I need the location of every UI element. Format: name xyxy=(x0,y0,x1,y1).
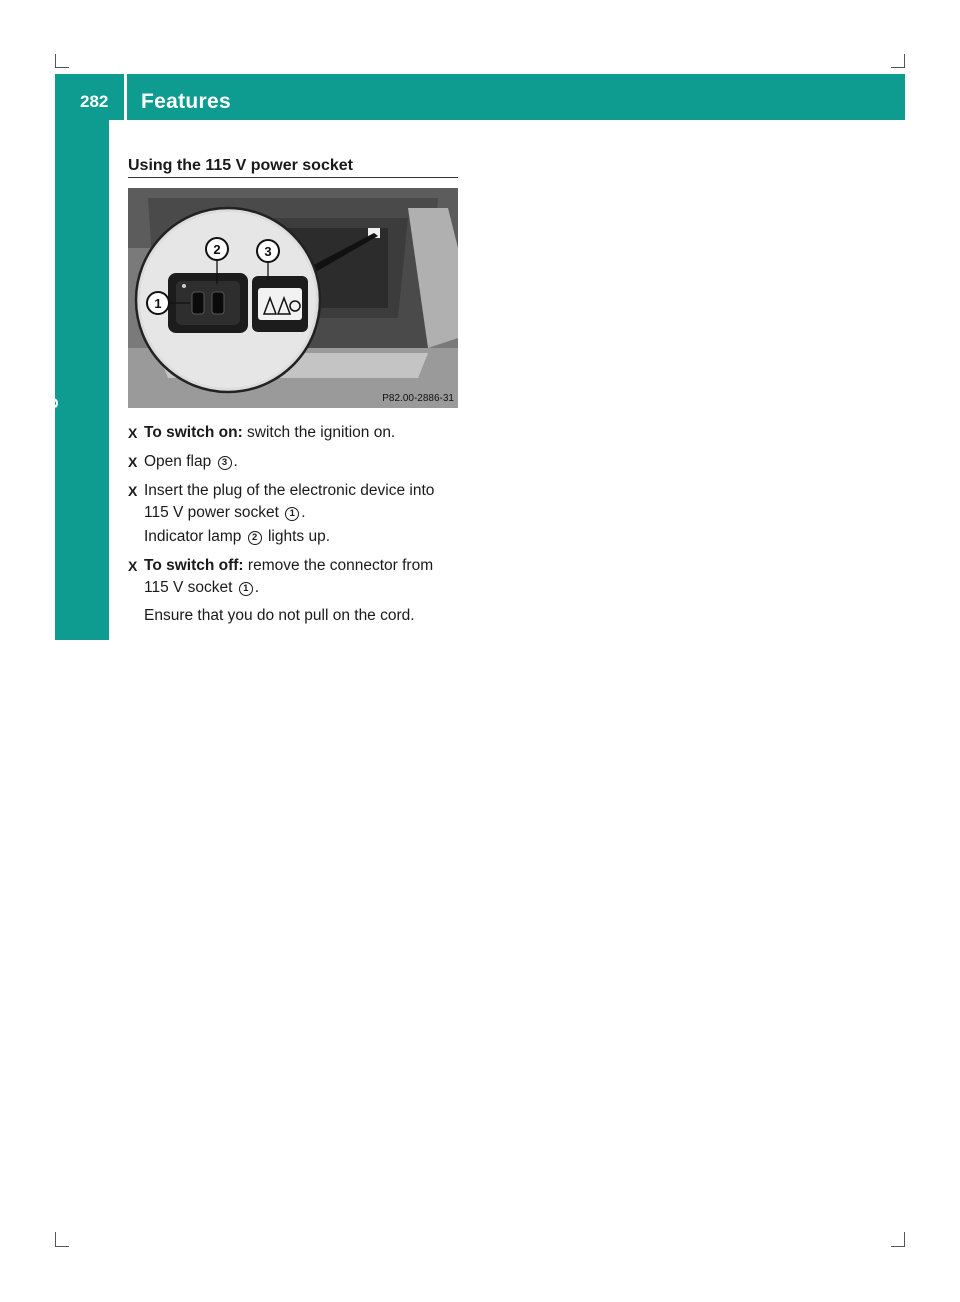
step-insert-plug xyxy=(128,480,462,524)
svg-text:1: 1 xyxy=(154,296,162,311)
callout-ref-1: 1 xyxy=(285,507,299,521)
step-text: Insert the plug of the electronic device into 115 V power socket xyxy=(144,482,435,521)
step-text: remove the connector from 115 V socket xyxy=(144,557,434,596)
callout-ref-1: 1 xyxy=(239,582,253,596)
crop-mark xyxy=(55,54,56,68)
step-marker-icon: X xyxy=(128,425,138,441)
section-heading: Using the 115 V power socket xyxy=(128,157,353,174)
page-number: 282 xyxy=(80,92,109,111)
note-text: Indicator lamp xyxy=(144,528,242,545)
callout-ref-3: 3 xyxy=(218,456,232,470)
step-text-end: . xyxy=(254,579,260,596)
note-text-end: lights up. xyxy=(267,528,331,545)
step-label: To switch on: xyxy=(144,424,243,441)
callout-3 xyxy=(257,240,279,262)
note-cord xyxy=(128,605,462,627)
callout-ref-2: 2 xyxy=(248,531,262,545)
crop-mark xyxy=(55,1246,69,1247)
crop-mark xyxy=(891,1246,905,1247)
step-text: switch the ignition on. xyxy=(247,424,396,441)
note-indicator-lamp xyxy=(128,526,462,548)
section-rule xyxy=(128,177,458,178)
crop-mark xyxy=(904,1232,905,1246)
step-text-end: . xyxy=(233,453,238,470)
callout-1 xyxy=(147,292,169,314)
step-marker-icon: X xyxy=(128,558,138,574)
page-title: Features xyxy=(141,90,231,113)
figure-code: P82.00-2886-31 xyxy=(382,393,454,404)
step-label: To switch off: xyxy=(144,557,244,574)
step-switch-on xyxy=(128,422,462,444)
side-tab-label: Stowage and features xyxy=(37,261,59,468)
callout-2 xyxy=(206,238,228,260)
crop-mark xyxy=(55,1232,56,1246)
step-switch-off xyxy=(128,555,462,599)
svg-text:3: 3 xyxy=(264,244,272,259)
step-text: Open flap xyxy=(144,453,212,470)
svg-text:2: 2 xyxy=(213,242,221,257)
header-divider xyxy=(124,74,127,120)
step-marker-icon: X xyxy=(128,483,138,499)
crop-mark xyxy=(55,67,69,68)
instruction-list xyxy=(128,422,462,634)
crop-mark xyxy=(904,54,905,68)
step-open-flap xyxy=(128,451,462,473)
step-text-end: . xyxy=(301,504,306,521)
power-socket-figure xyxy=(128,188,458,408)
crop-mark xyxy=(891,67,905,68)
note-text: Ensure that you do not pull on the cord. xyxy=(144,607,415,624)
side-tab-band xyxy=(55,120,109,640)
step-marker-icon: X xyxy=(128,454,138,470)
cargo-area-illustration xyxy=(128,188,458,408)
